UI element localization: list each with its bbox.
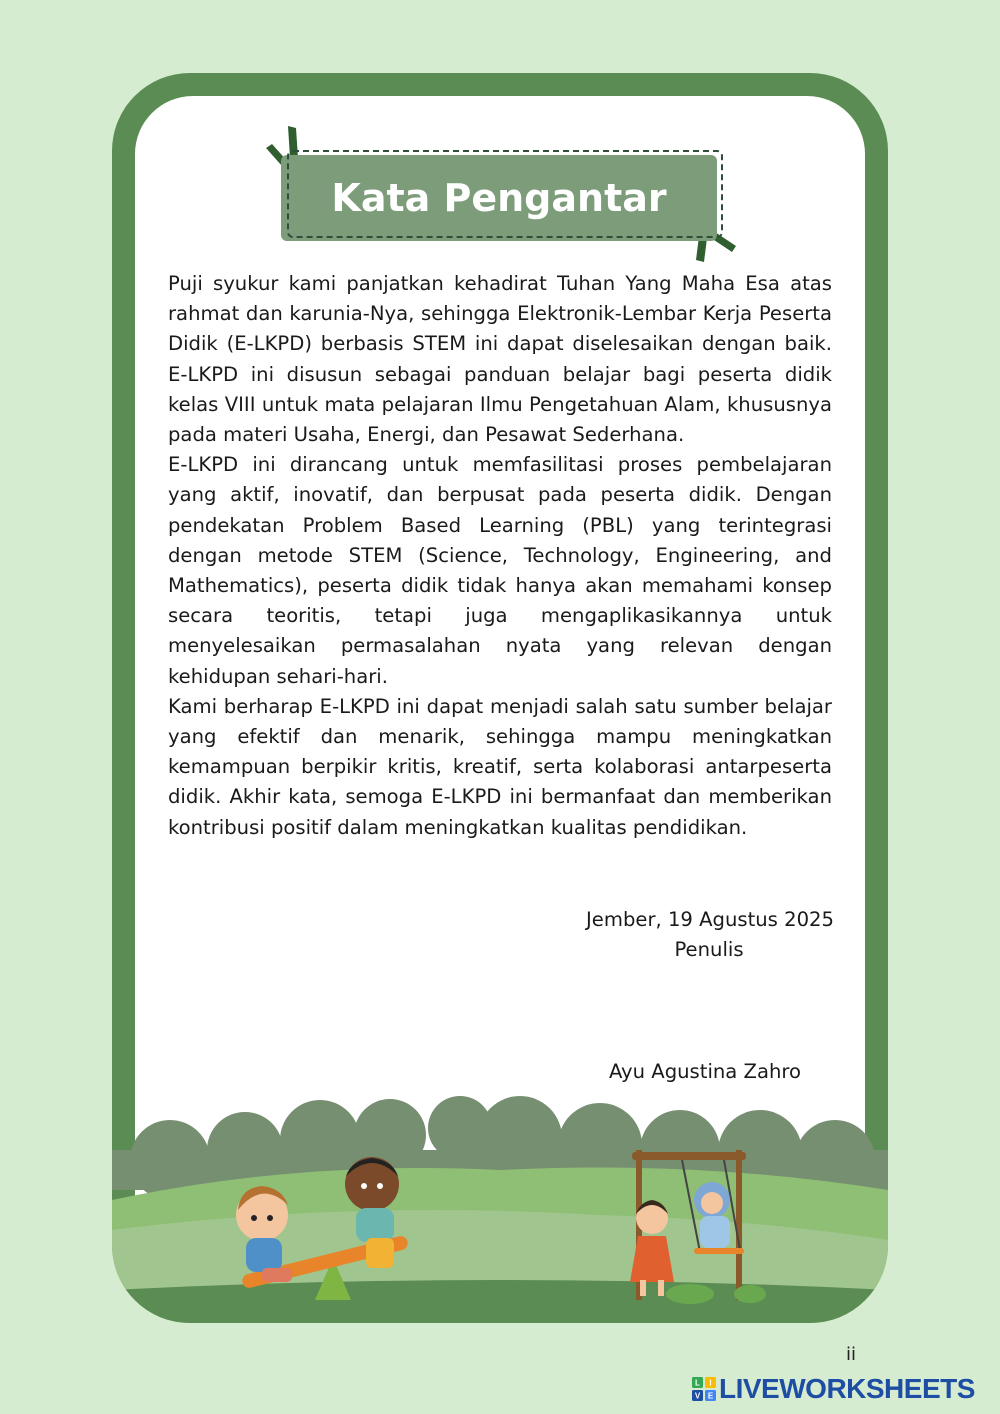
signature-name: Ayu Agustina Zahro xyxy=(608,1060,802,1083)
page-number: ii xyxy=(846,1344,857,1365)
liveworksheets-brand[interactable] xyxy=(692,1372,975,1406)
liveworksheets-logo-icon xyxy=(692,1377,716,1401)
signature-role: Penulis xyxy=(674,938,744,961)
liveworksheets-wordmark: LIVEWORKSHEETS xyxy=(719,1373,975,1404)
paragraph-3: Kami berharap E-LKPD ini dapat menjadi salah satu sumber belajar yang efektif dan menarik, sehingga mampu meningkatkan kemampuan berpikir kritis, kreatif, serta kolaborasi antarpeserta didik. Akhir kata, semoga E-LKPD ini bermanfaat dan memberikan kontribusi positif dalam meningkatkan kualitas pendidikan. xyxy=(168,694,832,839)
svg-text:V: V xyxy=(694,1391,701,1401)
body-text xyxy=(168,269,832,843)
svg-text:I: I xyxy=(709,1378,712,1388)
svg-text:L: L xyxy=(695,1378,700,1388)
page-title: Kata Pengantar xyxy=(331,176,667,220)
svg-text:E: E xyxy=(707,1391,714,1401)
paragraph-2: E-LKPD ini dirancang untuk memfasilitasi proses pembelajaran yang aktif, inovatif, dan berpusat pada peserta didik. Dengan pendekatan Problem Based Learning (PBL) yang terintegrasi dengan metode STEM (Science, Technology, Engineering, and Mathematics), peserta didik tidak hanya akan memahami konsep secara teoritis, tetapi juga mengaplikasikannya untuk menyelesaikan permasalahan nyata yang relevan dengan kehidupan sehari-hari. xyxy=(168,453,832,688)
signature-place-date: Jember, 19 Agustus 2025 xyxy=(586,908,834,931)
paragraph-1: Puji syukur kami panjatkan kehadirat Tuhan Yang Maha Esa atas rahmat dan karunia-Nya, sehingga Elektronik-Lembar Kerja Peserta Didik (E-LKPD) berbasis STEM ini dapat diselesaikan dengan baik. E-LKPD ini disusun sebagai panduan belajar bagi peserta didik kelas VIII untuk mata pelajaran Ilmu Pengetahuan Alam, khususnya pada materi Usaha, Energi, dan Pesawat Sederhana. xyxy=(168,272,832,447)
